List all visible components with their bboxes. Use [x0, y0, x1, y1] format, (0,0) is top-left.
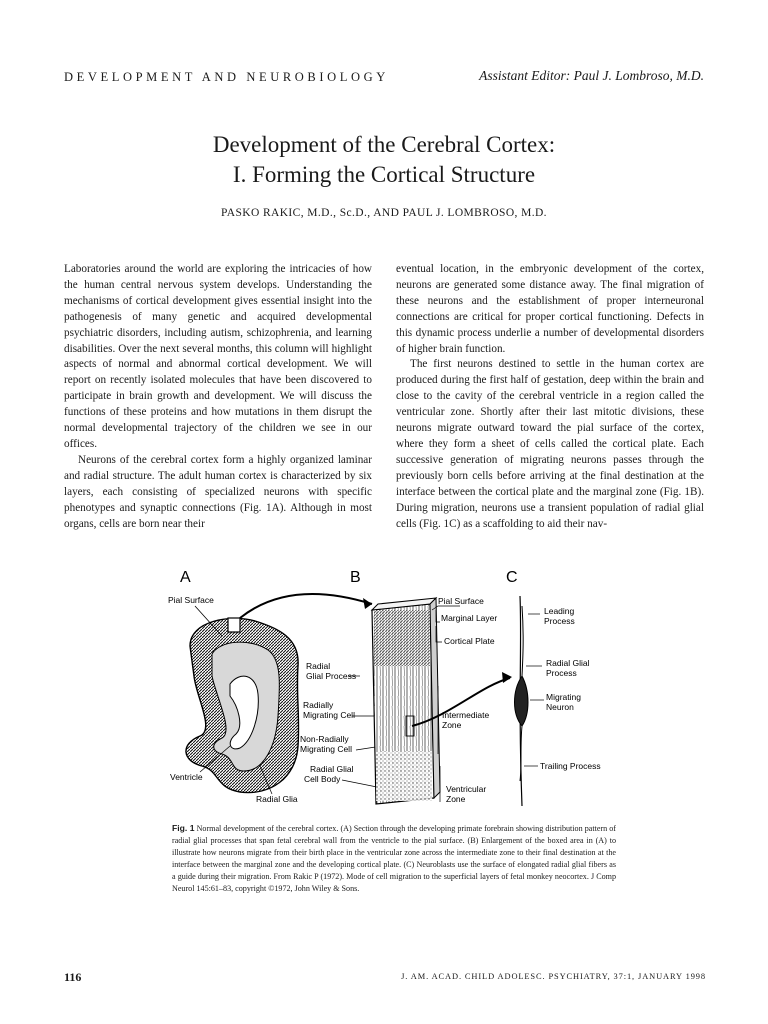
article-title-line-1: Development of the Cerebral Cortex:	[212, 132, 556, 157]
body-left-column	[64, 262, 372, 532]
journal-citation: J. AM. ACAD. CHILD ADOLESC. PSYCHIATRY, 37:1, JANUARY 1998	[401, 972, 706, 981]
label-cortical-plate: Cortical Plate	[444, 636, 495, 646]
paragraph: Laboratories around the world are exploring the intricacies of how the human central nervous system develops. Understanding the mechanisms of cortical development gives essential insight into the pathogenesis of many genetic and acquired developmental psychiatric disorders, including autism, schizophrenia, and learning disabilities. Over the next several months, this column will highlight aspects of normal and abnormal cortical development. We will report on recently isolated molecules that have been discovered to participate in brain growth and development. We will discuss the functions of these proteins and how mutations in them disrupt the normal developmental trajectory of the children we see in our offices.	[64, 263, 372, 450]
panel-a-letter: A	[180, 569, 191, 586]
label-trailing-process: Trailing Process	[540, 761, 601, 771]
forebrain-section	[186, 618, 299, 793]
migrating-neuron-drawing	[515, 596, 529, 806]
label-migrating-neuron: Migrating Neuron	[546, 692, 581, 712]
label-radial-glial-process: Radial Glial Process	[306, 661, 357, 681]
paragraph: eventual location, in the embryonic development of the cortex, neurons are generated some distance away. The final migration of these neurons and the establishment of proper interneuronal connections are critical for proper cortical functioning. Defects in this dynamic process underlie a number of developmental disorders of higher brain function.	[396, 263, 704, 355]
paragraph: The first neurons destined to settle in the human cortex are produced during the first half of gestation, deep within the brain and close to the cavity of the cerebral ventricle in a region called the ventricular zone. Shortly after their last mitotic divisions, these neurons migrate outward toward the pial surface of the cortex, where they form a sheet of cells called the cortical plate. Each successive generation of migrating neurons passes through the previously born cells before arriving at the final destination at the interface between the cortical plate and the marginal zone (Fig. 1B). During migration, neurons use a transient population of radial glial cells (Fig. 1C) as a scaffolding to aid their nav-	[396, 358, 704, 530]
assistant-editor: Assistant Editor: Paul J. Lombroso, M.D.	[479, 68, 704, 83]
panel-c-letter: C	[506, 569, 518, 586]
caption-label: Fig. 1	[172, 823, 195, 833]
panel-b-letter: B	[350, 569, 361, 586]
label-radial-glia: Radial Glia	[256, 794, 298, 804]
label-radially-migrating-cell: Radially Migrating Cell	[303, 700, 355, 720]
label-leading-process: Leading Process	[544, 606, 575, 626]
label-marginal-layer: Marginal Layer	[441, 613, 498, 623]
authors: PASKO RAKIC, M.D., Sc.D., AND PAUL J. LOMBROSO, M.D.	[221, 207, 547, 219]
boxed-area	[228, 618, 240, 632]
body-right-column	[396, 262, 704, 532]
label-non-radially-migrating-cell: Non-Radially Migrating Cell	[300, 734, 352, 754]
label-intermediate-zone: Intermediate Zone	[442, 710, 490, 730]
page-number: 116	[64, 970, 82, 984]
caption-text: Normal development of the cerebral cortex. (A) Section through the developing primate forebrain showing distribution pattern of radial glial processes that span fetal cerebral wall from the ventricle to the pial surface. (B) Enlargement of the boxed area in (A) to illustrate how neurons migrate from their birth place in the ventricular zone across the intermediate zone to their final destination at the interface between the marginal zone and the developing cortical plate. (C) Neuroblasts use the surface of elongated radial glial fibers as a guide during their migration. From Rakic P (1972). Mode of cell migration to the superficial layers of fetal monkey neocortex. J Comp Neurol 145:61–83, copyright ©1972, John Wiley & Sons.	[172, 824, 616, 894]
figure-1-caption	[172, 822, 616, 896]
article-title-line-2: I. Forming the Cortical Structure	[232, 162, 536, 187]
figure-1-illustration	[160, 566, 620, 816]
section-header: DEVELOPMENT AND NEUROBIOLOGY	[64, 70, 389, 84]
label-pial-surface-b: Pial Surface	[438, 596, 484, 606]
label-ventricular-zone: Ventricular Zone	[446, 784, 487, 804]
cortex-block	[372, 598, 440, 804]
label-radial-glial-process-c: Radial Glial Process	[546, 658, 590, 678]
paragraph: Neurons of the cerebral cortex form a highly organized laminar and radial structure. The adult human cortex is characterized by six layers, each consisting of specialized neurons with specific phenotypes and synaptic connections (Fig. 1A). Although in most organs, cells are born near their	[64, 453, 372, 530]
label-pial-surface-a: Pial Surface	[168, 595, 214, 605]
label-ventricle: Ventricle	[170, 772, 203, 782]
label-radial-glial-cell-body: Radial Glial Cell Body	[304, 764, 354, 784]
